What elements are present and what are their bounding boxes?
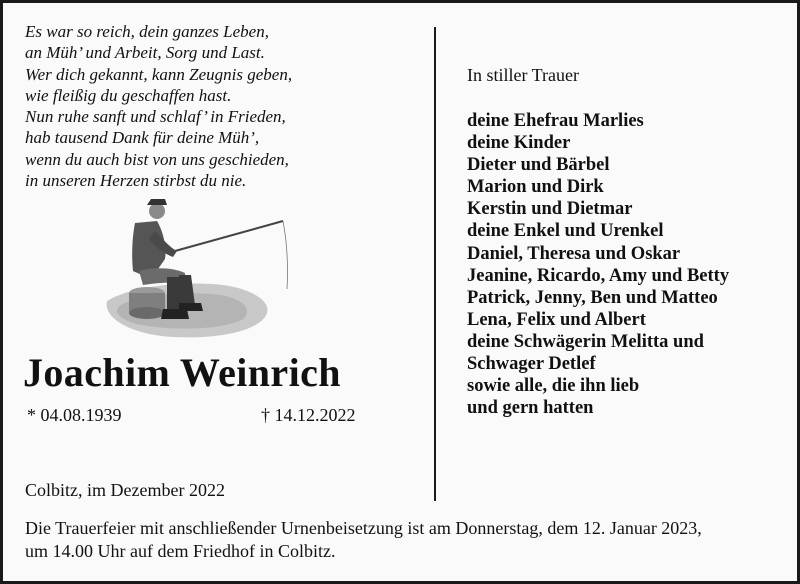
poem	[25, 21, 415, 191]
list-item: Schwager Detlef	[467, 354, 596, 375]
poem-line: an Müh’ und Arbeit, Sorg und Last.	[25, 43, 265, 63]
list-item: deine Ehefrau Marlies	[467, 111, 644, 131]
list-item: Patrick, Jenny, Ben und Matteo	[467, 287, 718, 308]
poem-line: in unseren Herzen stirbst du nie.	[25, 171, 247, 191]
vertical-divider	[434, 27, 436, 501]
service-notice	[25, 517, 785, 563]
list-item: Dieter und Bärbel	[467, 155, 610, 176]
list-item: Lena, Felix und Albert	[467, 309, 646, 330]
mourning-heading: In stiller Trauer	[467, 65, 579, 85]
list-item: Daniel, Theresa und Oskar	[467, 243, 681, 264]
poem-line: wie fleißig du geschaffen hast.	[25, 85, 232, 105]
service-line: um 14.00 Uhr auf dem Friedhof in Colbitz.	[25, 541, 336, 561]
list-item: deine Schwägerin Melitta und	[467, 331, 704, 352]
list-item: Jeanine, Ricardo, Amy und Betty	[467, 265, 730, 286]
poem-line: hab tausend Dank für deine Müh’,	[25, 128, 260, 148]
service-line: Die Trauerfeier mit anschließender Urnenbeisetzung ist am Donnerstag, dem 12. Januar 2023,	[25, 518, 702, 538]
poem-line: Wer dich gekannt, kann Zeugnis geben,	[25, 64, 293, 84]
place-date: Colbitz, im Dezember 2022	[25, 480, 225, 500]
deceased-name: Joachim Weinrich	[23, 350, 341, 395]
list-item: und gern hatten	[467, 398, 594, 419]
mourners-list	[467, 110, 729, 419]
birth-date: * 04.08.1939	[27, 405, 122, 425]
list-item: Kerstin und Dietmar	[467, 199, 633, 220]
fisherman-illustration-icon	[103, 193, 293, 343]
death-date: † 14.12.2022	[261, 405, 356, 425]
poem-line: Nun ruhe sanft und schlaf’ in Frieden,	[25, 107, 286, 127]
list-item: sowie alle, die ihn lieb	[467, 376, 640, 397]
poem-line: Es war so reich, dein ganzes Leben,	[25, 22, 269, 41]
list-item: deine Kinder	[467, 133, 571, 154]
list-item: Marion und Dirk	[467, 177, 604, 198]
poem-line: wenn du auch bist von uns geschieden,	[25, 149, 289, 169]
list-item: deine Enkel und Urenkel	[467, 221, 664, 242]
